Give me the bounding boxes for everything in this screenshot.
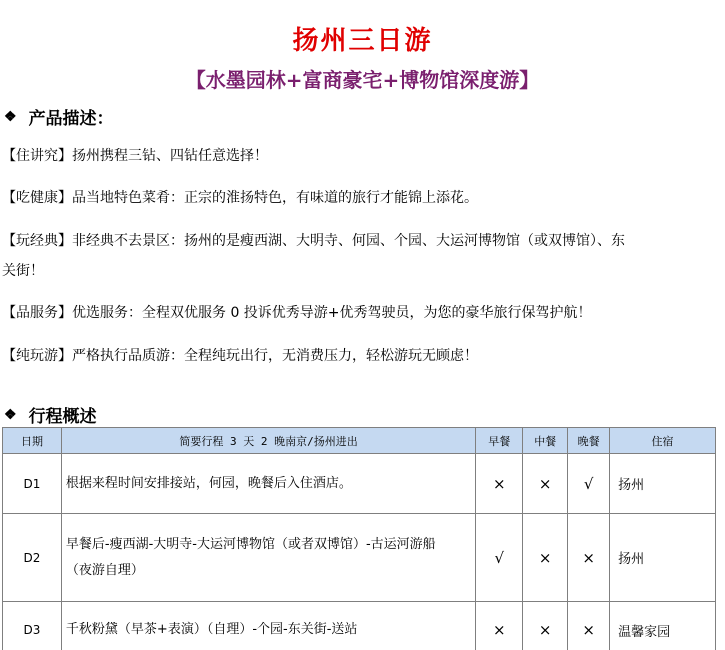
desc-line-stay: 【住讲究】扬州携程三钻、四钻任意选择！ bbox=[2, 148, 268, 164]
desc-line-pure-tour: 【纯玩游】严格执行品质游：全程纯玩出行，无消费压力，轻松游玩无顾虑！ bbox=[2, 348, 478, 364]
col-header-breakfast: 早餐 bbox=[476, 428, 523, 454]
dinner-cell: × bbox=[568, 602, 610, 650]
breakfast-cell: √ bbox=[476, 514, 523, 602]
stay-cell: 扬州 bbox=[610, 514, 716, 602]
breakfast-cell: × bbox=[476, 454, 523, 514]
route-cell bbox=[61, 454, 475, 514]
breakfast-cell: × bbox=[476, 602, 523, 650]
col-header-lunch: 中餐 bbox=[523, 428, 568, 454]
diamond-bullet-icon: ❖ bbox=[4, 406, 17, 423]
desc-line-sights-cont: 关街！ bbox=[2, 263, 44, 279]
route-line: 千秋粉黛（早茶+表演）（自理）-个园-东关街-送站 bbox=[65, 622, 358, 637]
section-heading-label: 行程概述 bbox=[28, 407, 97, 427]
route-cell bbox=[61, 602, 475, 650]
table-header-row bbox=[3, 428, 716, 454]
day-cell: D2 bbox=[3, 514, 62, 602]
page-subtitle: 【水墨园林+富商豪宅+博物馆深度游】 bbox=[185, 68, 540, 92]
day-cell: D1 bbox=[3, 454, 62, 514]
page-title: 扬州三日游 bbox=[292, 26, 433, 56]
route-cell bbox=[61, 514, 475, 602]
route-line: 根据来程时间安排接站，何园，晚餐后入住酒店。 bbox=[65, 475, 352, 491]
col-header-route: 简要行程 3 天 2 晚南京/扬州进出 bbox=[61, 428, 475, 454]
table-row bbox=[3, 602, 716, 650]
col-header-date: 日期 bbox=[3, 428, 62, 454]
itinerary-table bbox=[2, 427, 716, 650]
desc-line-sights: 【玩经典】非经典不去景区：扬州的是瘦西湖、大明寺、何园、个园、大运河博物馆（或双博馆）、东 bbox=[2, 233, 625, 249]
section-heading-label: 产品描述： bbox=[28, 109, 114, 129]
table-row bbox=[3, 454, 716, 514]
route-line: （夜游自理） bbox=[65, 562, 144, 578]
lunch-cell: × bbox=[523, 514, 568, 602]
col-header-stay: 住宿 bbox=[610, 428, 716, 454]
diamond-bullet-icon: ❖ bbox=[4, 108, 17, 125]
desc-line-service: 【品服务】优选服务：全程双优服务 0 投诉优秀导游+优秀驾驶员，为您的豪华旅行保驾护航！ bbox=[2, 305, 592, 321]
stay-cell: 扬州 bbox=[610, 454, 716, 514]
lunch-cell: × bbox=[523, 454, 568, 514]
day-cell: D3 bbox=[3, 602, 62, 650]
lunch-cell: × bbox=[523, 602, 568, 650]
table-row bbox=[3, 514, 716, 602]
desc-line-food: 【吃健康】品当地特色菜肴：正宗的淮扬特色，有味道的旅行才能锦上添花。 bbox=[2, 190, 478, 206]
route-line: 早餐后-瘦西湖-大明寺-大运河博物馆（或者双博馆）-古运河游船 bbox=[65, 536, 436, 552]
col-header-dinner: 晚餐 bbox=[568, 428, 610, 454]
product-description-heading bbox=[4, 104, 114, 129]
dinner-cell: √ bbox=[568, 454, 610, 514]
itinerary-heading bbox=[4, 402, 97, 427]
stay-cell: 温馨家园 bbox=[610, 602, 716, 650]
dinner-cell: × bbox=[568, 514, 610, 602]
